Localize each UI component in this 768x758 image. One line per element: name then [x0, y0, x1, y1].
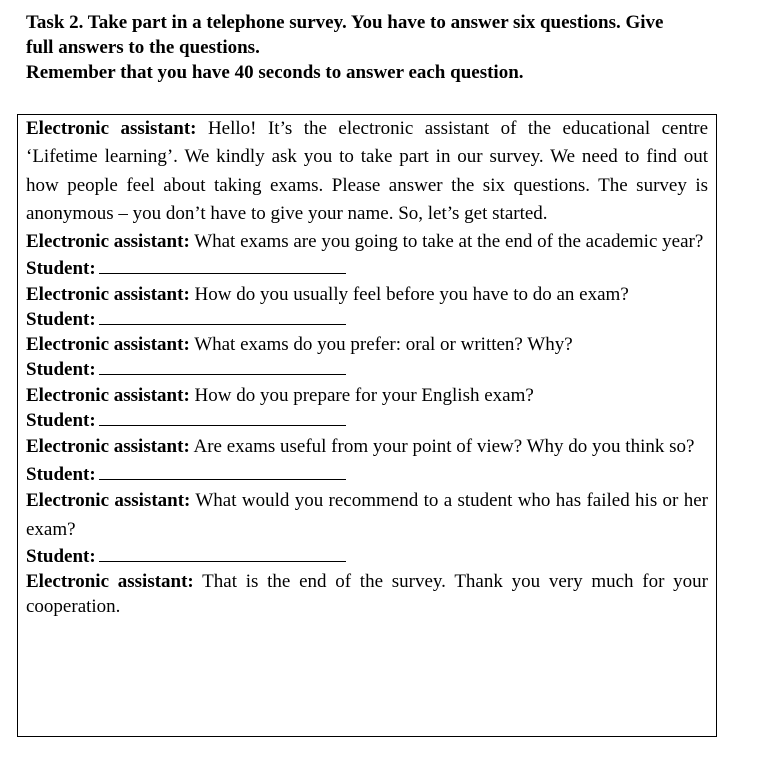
speaker-label: Electronic assistant:	[26, 231, 190, 253]
question-text: What exams are you going to take at the end of the academic year?	[189, 231, 704, 253]
speaker-label: Electronic assistant:	[26, 118, 197, 139]
dialogue-box	[17, 114, 717, 737]
student-answer-4	[26, 408, 708, 434]
student-answer-5	[26, 462, 708, 488]
assistant-question-2	[26, 282, 708, 307]
task-instructions	[26, 10, 766, 85]
speaker-label: Student:	[26, 463, 96, 485]
assistant-text: Hello! It’s the electronic assistant of the educational centre ‘Lifetime learning’. We kindly ask you to take part in our survey. We need to find out how people feel about taking exams. Please answer the six questions. The survey is anonymous – you don’t have to give your name. So, let’s get started.	[26, 118, 709, 224]
task-instruction-line: full answers to the questions.	[26, 37, 260, 58]
answer-blank	[99, 544, 346, 562]
answer-blank	[99, 462, 346, 480]
assistant-question-3	[26, 332, 708, 357]
question-text: What would you recommend to a student who has failed his or her exam?	[26, 490, 708, 540]
answer-blank	[99, 408, 346, 426]
dialogue	[26, 115, 708, 619]
assistant-question-1	[26, 228, 708, 256]
answer-blank	[99, 357, 346, 375]
speaker-label: Electronic assistant:	[26, 283, 190, 305]
assistant-text: That is the end of the survey. Thank you very much for your cooperation.	[26, 571, 708, 618]
student-answer-6	[26, 544, 708, 570]
assistant-question-4	[26, 383, 708, 408]
answer-blank	[99, 256, 346, 274]
assistant-closing	[26, 569, 708, 619]
speaker-label: Electronic assistant:	[26, 334, 190, 356]
student-answer-1	[26, 256, 708, 282]
task-title: Task 2. Take part in a telephone survey. You have to answer six questions. Give	[26, 12, 664, 33]
task-time-limit: Remember that you have 40 seconds to answer each question.	[26, 62, 524, 83]
student-answer-2	[26, 307, 708, 333]
speaker-label: Student:	[26, 359, 96, 381]
speaker-label: Student:	[26, 308, 96, 330]
answer-blank	[99, 307, 346, 325]
student-answer-3	[26, 357, 708, 383]
speaker-label: Student:	[26, 545, 96, 567]
assistant-question-5	[26, 433, 708, 461]
question-text: How do you prepare for your English exam?	[189, 384, 534, 406]
speaker-label: Electronic assistant:	[26, 436, 190, 458]
question-text: What exams do you prefer: oral or written? Why?	[189, 334, 573, 356]
speaker-label: Electronic assistant:	[26, 571, 194, 593]
speaker-label: Electronic assistant:	[26, 490, 191, 512]
question-text: Are exams useful from your point of view? Why do you think so?	[189, 436, 695, 458]
speaker-label: Student:	[26, 258, 96, 280]
assistant-greeting	[26, 115, 708, 228]
speaker-label: Electronic assistant:	[26, 384, 190, 406]
assistant-question-6	[26, 487, 708, 544]
question-text: How do you usually feel before you have to do an exam?	[189, 283, 629, 305]
speaker-label: Student:	[26, 409, 96, 431]
